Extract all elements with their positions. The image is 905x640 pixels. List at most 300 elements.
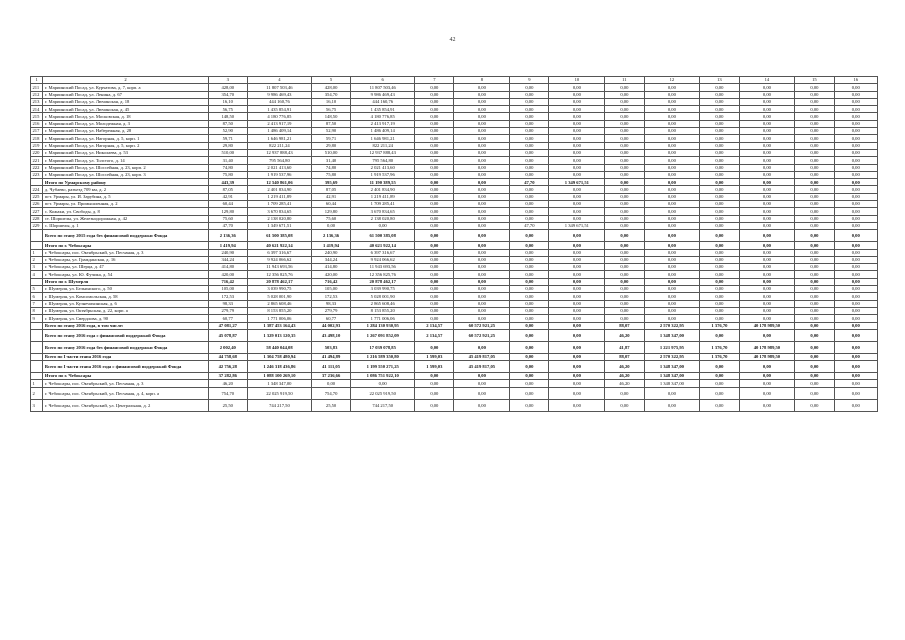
value-cell: 0,00 bbox=[739, 149, 795, 156]
value-cell: 0,00 bbox=[644, 149, 700, 156]
value-cell: 172,53 bbox=[208, 293, 247, 300]
address-cell: г. Мариинский Посад, ул. Шоссейная, д. 23, корп. 2 bbox=[43, 164, 208, 171]
value-cell: 0,00 bbox=[415, 249, 454, 256]
value-cell: 0,00 bbox=[605, 278, 644, 285]
total-row bbox=[31, 329, 878, 341]
value-cell: 9 924 066,62 bbox=[351, 256, 415, 263]
value-cell: 0,00 bbox=[415, 300, 454, 307]
address-cell: г. Мариинский Посад, ул. Николаева, д. 53 bbox=[43, 149, 208, 156]
value-cell: 0,00 bbox=[834, 264, 877, 271]
address-cell: г. Чебоксары, пос. Октябрьский, ул. Песчаная, д. 3 bbox=[43, 380, 208, 387]
page-number: 42 bbox=[449, 37, 456, 43]
value-cell: 5 028 001,90 bbox=[247, 293, 311, 300]
value-cell: 20 878 462,17 bbox=[351, 278, 415, 285]
value-cell: 0,00 bbox=[454, 380, 510, 387]
row-number-cell: 1 bbox=[31, 380, 43, 387]
value-cell: 0,00 bbox=[549, 307, 605, 314]
table-row bbox=[31, 264, 878, 271]
value-cell: 0,00 bbox=[605, 142, 644, 149]
value-cell: 1 376,70 bbox=[700, 341, 739, 353]
value-cell: 0,00 bbox=[605, 98, 644, 105]
value-cell: 0,00 bbox=[739, 157, 795, 164]
value-cell: 11 807 503,46 bbox=[247, 84, 311, 91]
row-number-cell: 228 bbox=[31, 215, 43, 222]
value-cell: 0,00 bbox=[795, 91, 834, 98]
value-cell: 0,00 bbox=[415, 171, 454, 178]
value-cell: 0,00 bbox=[415, 149, 454, 156]
address-cell: г. Мариинский Посад, ул. Ленина, д. 67 bbox=[43, 91, 208, 98]
value-cell: 0,00 bbox=[549, 215, 605, 222]
value-cell: 0,00 bbox=[605, 179, 644, 186]
value-cell: 0,00 bbox=[700, 380, 739, 387]
value-cell: 0,00 bbox=[605, 249, 644, 256]
value-cell: 0,00 bbox=[454, 171, 510, 178]
table-row bbox=[31, 256, 878, 263]
address-cell: г. Мариинский Посад, ул. Лючинская, д. 18 bbox=[43, 98, 208, 105]
value-cell: 1 771 006,06 bbox=[351, 315, 415, 322]
value-cell: 0,00 bbox=[700, 315, 739, 322]
table-row bbox=[31, 271, 878, 278]
column-number: 16 bbox=[834, 77, 877, 84]
total-row bbox=[31, 322, 878, 329]
value-cell: 0,00 bbox=[605, 84, 644, 91]
value-cell: 0,00 bbox=[549, 249, 605, 256]
value-cell: 42 756,28 bbox=[208, 361, 247, 373]
row-number-cell: 3 bbox=[31, 264, 43, 271]
column-number: 9 bbox=[510, 77, 549, 84]
row-number-cell: 212 bbox=[31, 91, 43, 98]
value-cell: 0,00 bbox=[739, 307, 795, 314]
value-cell: 0,00 bbox=[795, 135, 834, 142]
value-cell: 0,00 bbox=[834, 157, 877, 164]
value-cell: 0,00 bbox=[454, 84, 510, 91]
value-cell: 0,00 bbox=[510, 106, 549, 113]
value-cell: 56,75 bbox=[208, 106, 247, 113]
value-cell: 0,00 bbox=[834, 164, 877, 171]
value-cell: 1 329 013 120,35 bbox=[247, 329, 311, 341]
row-number-cell: 4 bbox=[31, 271, 43, 278]
value-cell: 0,00 bbox=[415, 222, 454, 229]
value-cell: 0,00 bbox=[415, 157, 454, 164]
value-cell: 1 919 537,96 bbox=[351, 171, 415, 178]
value-cell: 1 599,03 bbox=[415, 361, 454, 373]
value-cell: 0,00 bbox=[795, 373, 834, 380]
address-cell: г. Шумерля, ул. Кузнечихинская, д. 6 bbox=[43, 300, 208, 307]
value-cell: 0,00 bbox=[739, 399, 795, 411]
column-number: 12 bbox=[644, 77, 700, 84]
value-cell: 0,00 bbox=[510, 230, 549, 242]
value-cell: 0,00 bbox=[454, 120, 510, 127]
row-number-cell: 229 bbox=[31, 222, 43, 229]
column-number: 1 bbox=[31, 77, 43, 84]
value-cell: 0,00 bbox=[644, 399, 700, 411]
value-cell: 0,00 bbox=[834, 373, 877, 380]
value-cell: 0,00 bbox=[454, 186, 510, 193]
column-number: 10 bbox=[549, 77, 605, 84]
value-cell: 0,00 bbox=[795, 171, 834, 178]
row-number-cell: 221 bbox=[31, 157, 43, 164]
table-row bbox=[31, 222, 878, 229]
value-cell: 40 621 922,14 bbox=[351, 242, 415, 249]
column-number: 7 bbox=[415, 77, 454, 84]
value-cell: 744 217,50 bbox=[247, 399, 311, 411]
value-cell: 0,00 bbox=[795, 300, 834, 307]
value-cell: 0,00 bbox=[454, 106, 510, 113]
table-row bbox=[31, 380, 878, 387]
address-cell: г. Чебоксары, ул. Ю. Фучика, д. 54 bbox=[43, 271, 208, 278]
value-cell: 0,00 bbox=[834, 353, 877, 360]
value-cell: 0,00 bbox=[415, 230, 454, 242]
value-cell: 0,00 bbox=[700, 193, 739, 200]
value-cell: 0,00 bbox=[834, 120, 877, 127]
value-cell: 0,00 bbox=[415, 373, 454, 380]
value-cell: 0,00 bbox=[644, 179, 700, 186]
value-cell: 0,00 bbox=[549, 256, 605, 263]
value-cell: 0,00 bbox=[454, 387, 510, 399]
value-cell: 1 419,94 bbox=[311, 242, 350, 249]
value-cell: 0,00 bbox=[795, 242, 834, 249]
value-cell: 3 670 834,65 bbox=[247, 208, 311, 215]
value-cell: 2 136,36 bbox=[311, 230, 350, 242]
value-cell: 0,00 bbox=[415, 315, 454, 322]
value-cell: 0,00 bbox=[795, 208, 834, 215]
value-cell: 0,00 bbox=[415, 120, 454, 127]
value-cell: 0,00 bbox=[549, 193, 605, 200]
value-cell: 0,00 bbox=[510, 286, 549, 293]
value-cell: 0,00 bbox=[700, 230, 739, 242]
column-number: 3 bbox=[208, 77, 247, 84]
value-cell: 0,00 bbox=[510, 307, 549, 314]
value-cell: 0,00 bbox=[700, 113, 739, 120]
value-cell: 0,00 bbox=[510, 387, 549, 399]
value-cell: 0,00 bbox=[454, 157, 510, 164]
value-cell: 0,00 bbox=[510, 380, 549, 387]
value-cell: 0,00 bbox=[834, 149, 877, 156]
table-row bbox=[31, 135, 878, 142]
value-cell: 60,77 bbox=[311, 315, 350, 322]
value-cell: 0,00 bbox=[700, 120, 739, 127]
value-cell: 6 397 316,67 bbox=[247, 249, 311, 256]
value-cell: 0,00 bbox=[454, 278, 510, 285]
value-cell: 0,00 bbox=[700, 286, 739, 293]
value-cell: 9 924 066,62 bbox=[247, 256, 311, 263]
value-cell: 240,90 bbox=[208, 249, 247, 256]
value-cell: 0,00 bbox=[739, 329, 795, 341]
value-cell: 17 039 078,85 bbox=[351, 341, 415, 353]
value-cell: 0,00 bbox=[549, 315, 605, 322]
value-cell: 0,00 bbox=[644, 186, 700, 193]
value-cell: 98,33 bbox=[311, 300, 350, 307]
value-cell: 0,00 bbox=[739, 201, 795, 208]
value-cell: 0,00 bbox=[739, 193, 795, 200]
value-cell: 0,00 bbox=[834, 142, 877, 149]
value-cell: 0,00 bbox=[454, 128, 510, 135]
value-cell: 0,00 bbox=[795, 256, 834, 263]
value-cell: 414,80 bbox=[311, 264, 350, 271]
value-cell: 52,90 bbox=[311, 128, 350, 135]
value-cell: 2 570 322,95 bbox=[644, 322, 700, 329]
value-cell: 0,00 bbox=[549, 201, 605, 208]
value-cell: 59,71 bbox=[208, 135, 247, 142]
value-cell: 0,00 bbox=[739, 84, 795, 91]
value-cell: 0,00 bbox=[700, 361, 739, 373]
address-cell: пгт. Урмары, ул. Промышленная, д. 2 bbox=[43, 201, 208, 208]
value-cell: 0,00 bbox=[644, 256, 700, 263]
value-cell: 11 943 693,56 bbox=[351, 264, 415, 271]
value-cell: 0,00 bbox=[795, 120, 834, 127]
value-cell: 0,00 bbox=[834, 315, 877, 322]
value-cell: 795 564,80 bbox=[247, 157, 311, 164]
value-cell: 0,00 bbox=[795, 128, 834, 135]
column-number: 2 bbox=[43, 77, 208, 84]
value-cell: 0,00 bbox=[700, 264, 739, 271]
value-cell: 0,00 bbox=[700, 249, 739, 256]
value-cell: 0,00 bbox=[454, 373, 510, 380]
address-cell: г. Шумерля, ул. Октябрьская, д. 22, корп. а bbox=[43, 307, 208, 314]
value-cell: 443,39 bbox=[208, 179, 247, 186]
address-cell: г. Мариинский Посад, ул. Нагорная, д. 5, корп. 2 bbox=[43, 142, 208, 149]
table-row bbox=[31, 106, 878, 113]
value-cell: 0,00 bbox=[739, 249, 795, 256]
value-cell: 0,00 bbox=[415, 164, 454, 171]
value-cell: 105,00 bbox=[311, 286, 350, 293]
table-row bbox=[31, 171, 878, 178]
value-cell: 0,00 bbox=[795, 329, 834, 341]
value-cell: 0,00 bbox=[415, 278, 454, 285]
value-cell: 60 572 921,25 bbox=[454, 329, 510, 341]
value-cell: 0,00 bbox=[795, 387, 834, 399]
value-cell: 0,00 bbox=[700, 242, 739, 249]
row-number-cell bbox=[31, 179, 43, 186]
value-cell: 0,00 bbox=[700, 106, 739, 113]
value-cell: 0,00 bbox=[454, 293, 510, 300]
table-row bbox=[31, 113, 878, 120]
value-cell: 0,00 bbox=[454, 300, 510, 307]
value-cell: 0,00 bbox=[644, 242, 700, 249]
value-cell: 0,00 bbox=[644, 128, 700, 135]
value-cell: 444 160,76 bbox=[351, 98, 415, 105]
value-cell: 3 670 834,65 bbox=[351, 208, 415, 215]
value-cell: 0,00 bbox=[605, 222, 644, 229]
value-cell: 148,50 bbox=[208, 113, 247, 120]
value-cell: 87,05 bbox=[311, 186, 350, 193]
value-cell: 0,00 bbox=[454, 164, 510, 171]
value-cell: 0,00 bbox=[834, 300, 877, 307]
value-cell: 0,00 bbox=[510, 242, 549, 249]
value-cell: 60,44 bbox=[311, 201, 350, 208]
value-cell: 4 180 776,85 bbox=[351, 113, 415, 120]
address-cell: г. Чебоксары, ул. Гражданская, д. 16 bbox=[43, 256, 208, 263]
table-row bbox=[31, 186, 878, 193]
value-cell: 0,00 bbox=[415, 84, 454, 91]
value-cell: 0,00 bbox=[795, 278, 834, 285]
value-cell: 0,00 bbox=[644, 300, 700, 307]
value-cell: 0,00 bbox=[415, 215, 454, 222]
value-cell: 754,70 bbox=[208, 387, 247, 399]
value-cell: 0,00 bbox=[549, 242, 605, 249]
value-cell: 0,00 bbox=[549, 271, 605, 278]
value-cell: 0,00 bbox=[834, 208, 877, 215]
value-cell: 0,00 bbox=[510, 149, 549, 156]
value-cell: 56,75 bbox=[311, 106, 350, 113]
value-cell: 0,00 bbox=[644, 157, 700, 164]
value-cell: 0,00 bbox=[739, 91, 795, 98]
value-cell: 0,00 bbox=[834, 201, 877, 208]
value-cell: 0,00 bbox=[739, 135, 795, 142]
table-row bbox=[31, 84, 878, 91]
value-cell: 0,00 bbox=[510, 329, 549, 341]
value-cell: 45 419 817,05 bbox=[454, 361, 510, 373]
value-cell: 75,60 bbox=[208, 215, 247, 222]
row-number-cell: 220 bbox=[31, 149, 43, 156]
value-cell: 0,00 bbox=[510, 157, 549, 164]
row-number-cell bbox=[31, 278, 43, 285]
value-cell: 510,00 bbox=[311, 149, 350, 156]
value-cell: 42,91 bbox=[311, 193, 350, 200]
value-cell: 0,00 bbox=[510, 171, 549, 178]
address-cell: с. Кожаки, ул. Свободы, д. 8 bbox=[43, 208, 208, 215]
value-cell: 0,00 bbox=[834, 256, 877, 263]
value-cell: 1 348 347,00 bbox=[644, 373, 700, 380]
value-cell: 354,70 bbox=[208, 91, 247, 98]
value-cell: 0,00 bbox=[795, 271, 834, 278]
table-row bbox=[31, 164, 878, 171]
value-cell: 0,00 bbox=[834, 171, 877, 178]
table-row bbox=[31, 98, 878, 105]
row-number-cell bbox=[31, 341, 43, 353]
value-cell: 47,70 bbox=[208, 222, 247, 229]
table-row bbox=[31, 387, 878, 399]
value-cell: 0,00 bbox=[795, 380, 834, 387]
value-cell: 0,00 bbox=[415, 98, 454, 105]
value-cell: 0,00 bbox=[739, 271, 795, 278]
value-cell: 0,00 bbox=[454, 98, 510, 105]
value-cell: 1 486 409,14 bbox=[247, 128, 311, 135]
address-cell: г. Мариинский Посад, ул. Толстого, д. 14 bbox=[43, 157, 208, 164]
value-cell: 0,00 bbox=[795, 293, 834, 300]
value-cell: 0,00 bbox=[700, 256, 739, 263]
value-cell: 0,00 bbox=[739, 215, 795, 222]
value-cell: 0,00 bbox=[415, 142, 454, 149]
value-cell: 0,00 bbox=[510, 201, 549, 208]
value-cell: 510,00 bbox=[208, 149, 247, 156]
value-cell: 0,00 bbox=[700, 157, 739, 164]
value-cell: 2 413 917,19 bbox=[351, 120, 415, 127]
value-cell: 42,91 bbox=[208, 193, 247, 200]
value-cell: 0,00 bbox=[605, 293, 644, 300]
value-cell: 0,00 bbox=[454, 256, 510, 263]
value-cell: 0,00 bbox=[510, 373, 549, 380]
table-row bbox=[31, 149, 878, 156]
value-cell: 0,00 bbox=[700, 91, 739, 98]
value-cell: 0,00 bbox=[739, 264, 795, 271]
value-cell: 0,00 bbox=[454, 222, 510, 229]
value-cell: 2 865 608,46 bbox=[247, 300, 311, 307]
value-cell: 0,00 bbox=[795, 264, 834, 271]
value-cell: 2 134,57 bbox=[415, 322, 454, 329]
table-body bbox=[31, 77, 878, 412]
column-number: 8 bbox=[454, 77, 510, 84]
value-cell: 0,00 bbox=[795, 341, 834, 353]
value-cell: 0,00 bbox=[549, 98, 605, 105]
value-cell: 0,00 bbox=[834, 91, 877, 98]
address-cell: пгт. Урмары, ул. И. Зарубина, д. 5 bbox=[43, 193, 208, 200]
value-cell: 0,00 bbox=[739, 230, 795, 242]
value-cell: 0,00 bbox=[454, 271, 510, 278]
value-cell: 20 878 462,17 bbox=[247, 278, 311, 285]
row-number-cell: 224 bbox=[31, 186, 43, 193]
value-cell: 0,00 bbox=[795, 186, 834, 193]
value-cell: 11 190 389,55 bbox=[351, 179, 415, 186]
value-cell: 503,83 bbox=[311, 341, 350, 353]
address-cell: Всего по I части этапа 2016 года с финансовой поддержкой Фонда bbox=[43, 361, 208, 373]
value-cell: 0,00 bbox=[415, 380, 454, 387]
value-cell: 0,00 bbox=[510, 98, 549, 105]
value-cell: 1 376,70 bbox=[700, 353, 739, 360]
value-cell: 1 348 347,00 bbox=[247, 380, 311, 387]
row-number-cell: 7 bbox=[31, 300, 43, 307]
value-cell: 1 088 100 269,10 bbox=[247, 373, 311, 380]
total-row bbox=[31, 353, 878, 360]
value-cell: 0,00 bbox=[454, 135, 510, 142]
value-cell: 0,00 bbox=[454, 242, 510, 249]
value-cell: 2 401 834,90 bbox=[247, 186, 311, 193]
value-cell: 0,00 bbox=[739, 293, 795, 300]
value-cell: 0,00 bbox=[795, 149, 834, 156]
value-cell: 45 078,87 bbox=[208, 329, 247, 341]
value-cell: 0,00 bbox=[415, 135, 454, 142]
row-number-cell: 227 bbox=[31, 208, 43, 215]
value-cell: 0,00 bbox=[454, 264, 510, 271]
value-cell: 754,70 bbox=[311, 387, 350, 399]
value-cell: 2 002,40 bbox=[208, 341, 247, 353]
value-cell: 75,80 bbox=[311, 171, 350, 178]
row-number-cell bbox=[31, 329, 43, 341]
value-cell: 0,00 bbox=[415, 201, 454, 208]
value-cell: 0,00 bbox=[415, 91, 454, 98]
value-cell: 0,00 bbox=[454, 193, 510, 200]
value-cell: 0,00 bbox=[644, 293, 700, 300]
value-cell: 716,42 bbox=[208, 278, 247, 285]
value-cell: 25,50 bbox=[311, 399, 350, 411]
value-cell: 0,00 bbox=[739, 380, 795, 387]
row-number-cell: 3 bbox=[31, 399, 43, 411]
table-row bbox=[31, 307, 878, 314]
value-cell: 0,00 bbox=[700, 142, 739, 149]
value-cell: 0,00 bbox=[834, 135, 877, 142]
value-cell: 0,00 bbox=[834, 278, 877, 285]
value-cell: 0,00 bbox=[510, 322, 549, 329]
value-cell: 0,00 bbox=[510, 399, 549, 411]
value-cell: 0,00 bbox=[739, 300, 795, 307]
value-cell: 0,00 bbox=[644, 387, 700, 399]
address-cell: г. Мариинский Посад, ул. Шоссейная, д. 23, корп. 3 bbox=[43, 171, 208, 178]
value-cell: 0,00 bbox=[454, 341, 510, 353]
row-number-cell: 5 bbox=[31, 286, 43, 293]
column-number: 14 bbox=[739, 77, 795, 84]
value-cell: 129,80 bbox=[311, 208, 350, 215]
total-row bbox=[31, 373, 878, 380]
value-cell: 74,80 bbox=[311, 164, 350, 171]
value-cell: 1 086 751 922,10 bbox=[351, 373, 415, 380]
row-number-cell: 215 bbox=[31, 113, 43, 120]
value-cell: 29,80 bbox=[208, 142, 247, 149]
value-cell: 0,00 bbox=[795, 142, 834, 149]
value-cell: 0,00 bbox=[795, 179, 834, 186]
value-cell: 0,00 bbox=[834, 293, 877, 300]
value-cell: 0,00 bbox=[549, 322, 605, 329]
value-cell: 0,00 bbox=[795, 157, 834, 164]
